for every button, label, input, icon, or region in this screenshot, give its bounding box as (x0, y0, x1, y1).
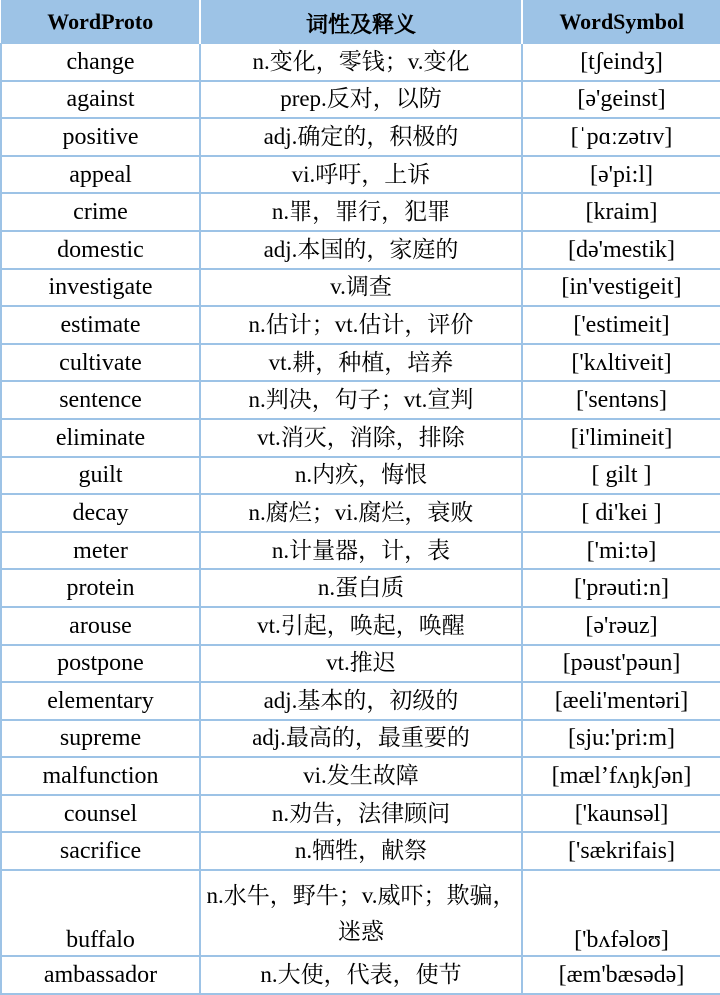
word-cell: elementary (1, 682, 200, 720)
table-header (1, 1, 720, 44)
meaning-cell: n.腐烂；vi.腐烂，衰败 (200, 494, 522, 532)
word-cell: meter (1, 532, 200, 570)
word-cell: cultivate (1, 344, 200, 382)
symbol-cell: [ˈpɑːzətɪv] (522, 118, 720, 156)
table-body (1, 44, 720, 994)
meaning-cell: n.计量器，计，表 (200, 532, 522, 570)
table-row (1, 306, 720, 344)
symbol-cell: ['estimeit] (522, 306, 720, 344)
table-row (1, 795, 720, 833)
symbol-cell: ['kaunsəl] (522, 795, 720, 833)
table-row (1, 457, 720, 495)
table-row (1, 494, 720, 532)
symbol-cell: [ə'pi:l] (522, 156, 720, 194)
meaning-cell: adj.本国的，家庭的 (200, 231, 522, 269)
symbol-cell: ['sækrifais] (522, 832, 720, 870)
word-cell: eliminate (1, 419, 200, 457)
table-row (1, 81, 720, 119)
table-row (1, 156, 720, 194)
table-row (1, 532, 720, 570)
header-row (1, 1, 720, 44)
table-row (1, 193, 720, 231)
meaning-cell: vt.耕，种植，培养 (200, 344, 522, 382)
table-row (1, 720, 720, 758)
word-cell: against (1, 81, 200, 119)
table-row (1, 870, 720, 956)
meaning-cell: vt.推迟 (200, 645, 522, 683)
table-row (1, 956, 720, 994)
table-row (1, 569, 720, 607)
word-cell: postpone (1, 645, 200, 683)
meaning-cell: n.罪，罪行，犯罪 (200, 193, 522, 231)
symbol-cell: [æeli'mentəri] (522, 682, 720, 720)
symbol-cell: [pəust'pəun] (522, 645, 720, 683)
symbol-cell: ['kʌltiveit] (522, 344, 720, 382)
symbol-cell: ['mi:tə] (522, 532, 720, 570)
meaning-cell: adj.基本的，初级的 (200, 682, 522, 720)
symbol-cell: [sju:'pri:m] (522, 720, 720, 758)
word-cell: protein (1, 569, 200, 607)
word-cell: domestic (1, 231, 200, 269)
meaning-cell: n.判决，句子；vt.宣判 (200, 381, 522, 419)
symbol-cell: [ə'rəuz] (522, 607, 720, 645)
table-row (1, 231, 720, 269)
meaning-cell: n.劝告，法律顾问 (200, 795, 522, 833)
meaning-cell: n.估计；vt.估计，评价 (200, 306, 522, 344)
word-cell: malfunction (1, 757, 200, 795)
word-cell: arouse (1, 607, 200, 645)
symbol-cell: [də'mestik] (522, 231, 720, 269)
meaning-cell: vi.呼吁，上诉 (200, 156, 522, 194)
meaning-cell: vt.引起，唤起，唤醒 (200, 607, 522, 645)
symbol-cell: ['bʌfəloʊ] (522, 870, 720, 956)
table-row (1, 645, 720, 683)
word-cell: ambassador (1, 956, 200, 994)
word-cell: estimate (1, 306, 200, 344)
meaning-cell: prep.反对，以防 (200, 81, 522, 119)
word-cell: change (1, 44, 200, 81)
word-cell: sentence (1, 381, 200, 419)
word-cell: appeal (1, 156, 200, 194)
symbol-cell: [in'vestigeit] (522, 269, 720, 307)
word-cell: crime (1, 193, 200, 231)
table-row (1, 381, 720, 419)
header-word: WordProto (1, 1, 200, 44)
header-meaning: 词性及释义 (200, 1, 522, 44)
meaning-cell: adj.最高的，最重要的 (200, 720, 522, 758)
word-cell: buffalo (1, 870, 200, 956)
meaning-cell: n.蛋白质 (200, 569, 522, 607)
table-row (1, 44, 720, 81)
meaning-cell: n.大使，代表，使节 (200, 956, 522, 994)
word-cell: counsel (1, 795, 200, 833)
word-cell: supreme (1, 720, 200, 758)
symbol-cell: [ə'geinst] (522, 81, 720, 119)
header-symbol: WordSymbol (522, 1, 720, 44)
table-row (1, 682, 720, 720)
word-cell: positive (1, 118, 200, 156)
meaning-cell: vt.消灭，消除，排除 (200, 419, 522, 457)
symbol-cell: [kraim] (522, 193, 720, 231)
word-cell: decay (1, 494, 200, 532)
meaning-cell: vi.发生故障 (200, 757, 522, 795)
meaning-cell: n.水牛，野牛；v.威吓；欺骗，迷惑 (200, 870, 522, 956)
table-row (1, 118, 720, 156)
meaning-cell: n.牺牲，献祭 (200, 832, 522, 870)
meaning-cell: adj.确定的，积极的 (200, 118, 522, 156)
table-row (1, 419, 720, 457)
word-cell: guilt (1, 457, 200, 495)
symbol-cell: ['sentəns] (522, 381, 720, 419)
symbol-cell: ['prəuti:n] (522, 569, 720, 607)
table-row (1, 757, 720, 795)
symbol-cell: [i'limineit] (522, 419, 720, 457)
symbol-cell: [æm'bæsədə] (522, 956, 720, 994)
table-row (1, 607, 720, 645)
word-cell: investigate (1, 269, 200, 307)
symbol-cell: [ di'kei ] (522, 494, 720, 532)
table-row (1, 832, 720, 870)
meaning-cell: n.变化，零钱；v.变化 (200, 44, 522, 81)
word-cell: sacrifice (1, 832, 200, 870)
symbol-cell: [ gilt ] (522, 457, 720, 495)
symbol-cell: [tʃeindʒ] (522, 44, 720, 81)
meaning-cell: n.内疚，悔恨 (200, 457, 522, 495)
table-row (1, 344, 720, 382)
table-row (1, 269, 720, 307)
symbol-cell: [mæl’fʌŋkʃən] (522, 757, 720, 795)
meaning-cell: v.调查 (200, 269, 522, 307)
